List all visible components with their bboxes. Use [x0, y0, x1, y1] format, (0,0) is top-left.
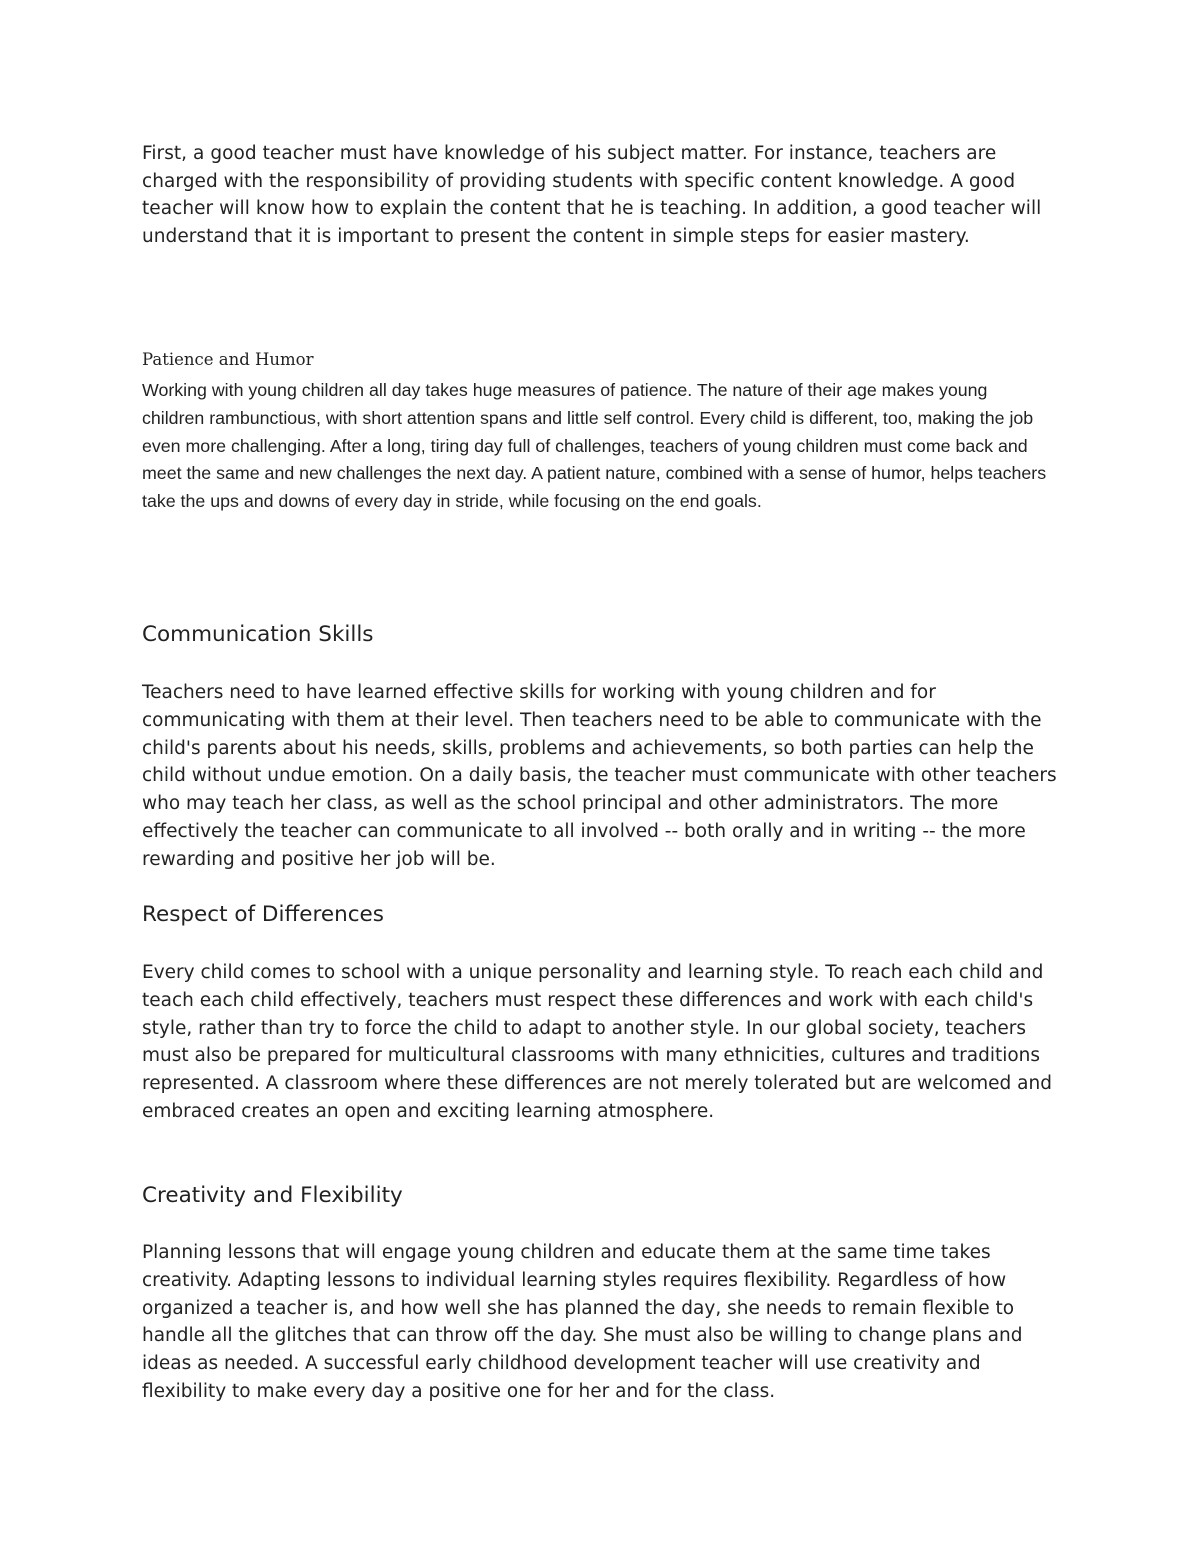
creativity-heading: Creativity and Flexibility	[142, 1183, 403, 1208]
respect-heading: Respect of Differences	[142, 902, 384, 927]
communication-paragraph: Teachers need to have learned effective skills for working with young children and for communicating with them at their level. Then teachers need to be able to communicate with the child's parents about his needs, skills, problems and achievements, so both parties can help the child without undue emotion. On a daily basis, the teacher must communicate with other teachers who may teach her class, as well as the school principal and other administrators. The more effectively the teacher can communicate to all involved -- both orally and in writing -- the more rewarding and positive her job will be.	[142, 682, 1057, 870]
patience-paragraph: Working with young children all day takes huge measures of patience. The nature of their age makes young children rambunctious, with short attention spans and little self control. Every child is different, too, making the job even more challenging. After a long, tiring day full of challenges, teachers of young children must come back and meet the same and new challenges the next day. A patient nature, combined with a sense of humor, helps teachers take the ups and downs of every day in stride, while focusing on the end goals.	[142, 380, 1047, 512]
respect-paragraph: Every child comes to school with a unique personality and learning style. To reach each child and teach each child effectively, teachers must respect these differences and work with each child's style, rather than try to force the child to adapt to another style. In our global society, teachers must also be prepared for multicultural classrooms with many ethnicities, cultures and traditions represented. A classroom where these differences are not merely tolerated but are welcomed and embraced creates an open and exciting learning atmosphere.	[142, 962, 1052, 1122]
creativity-paragraph: Planning lessons that will engage young children and educate them at the same time takes creativity. Adapting lessons to individual learning styles requires flexibility. Regardless of how organized a teacher is, and how well she has planned the day, she needs to remain flexible to handle all the glitches that can throw off the day. She must also be willing to change plans and ideas as needed. A successful early childhood development teacher will use creativity and flexibility to make every day a positive one for her and for the class.	[142, 1242, 1023, 1402]
communication-heading: Communication Skills	[142, 622, 374, 647]
intro-paragraph: First, a good teacher must have knowledge of his subject matter. For instance, teachers are charged with the responsibility of providing students with specific content knowledge. A good teacher will know how to explain the content that he is teaching. In addition, a good teacher will understand that it is important to present the content in simple steps for easier mastery.	[142, 143, 1042, 247]
patience-heading: Patience and Humor	[142, 350, 314, 369]
